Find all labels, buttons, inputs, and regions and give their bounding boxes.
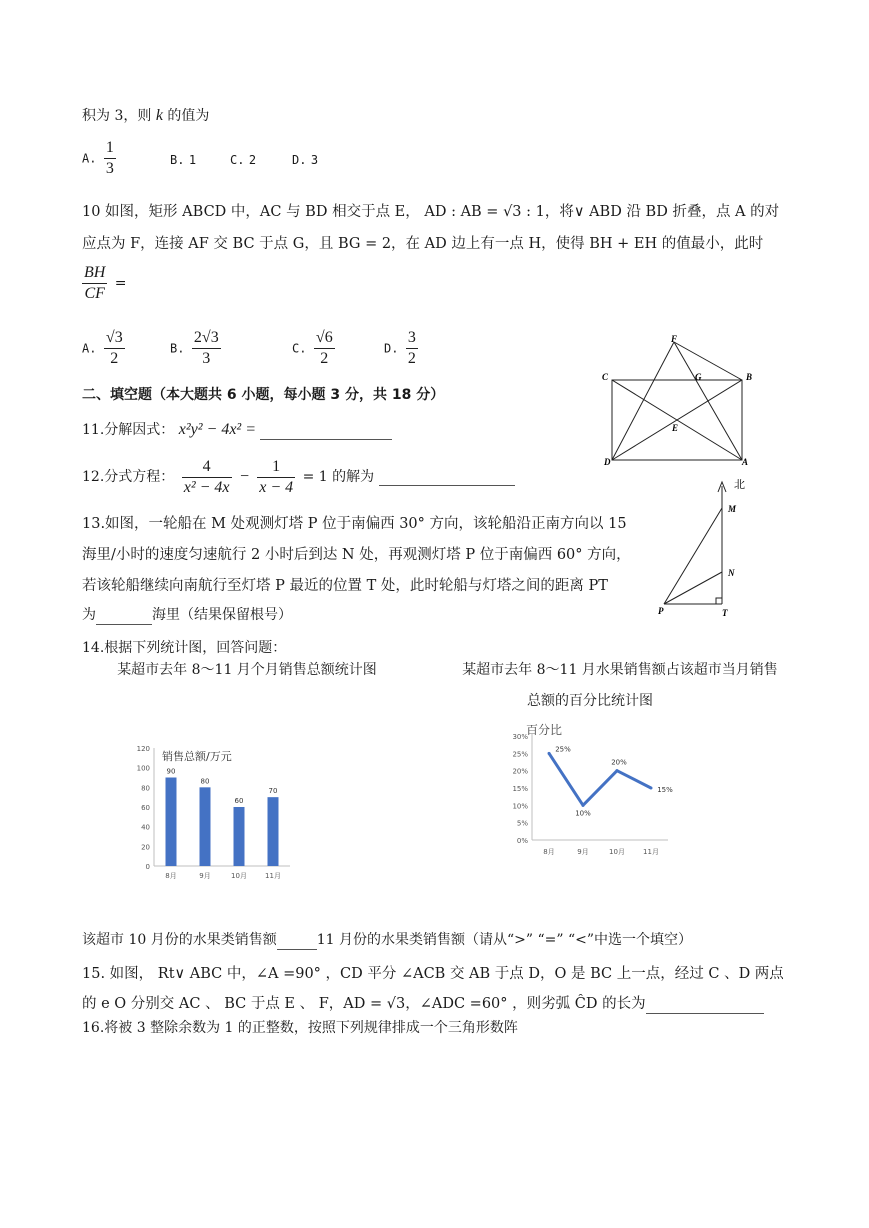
segment-fa bbox=[674, 342, 742, 460]
bar-10月 bbox=[234, 807, 245, 866]
q13-answer-blank[interactable] bbox=[96, 608, 152, 625]
option-text: 1 bbox=[188, 153, 197, 167]
label-b: B bbox=[746, 372, 753, 382]
q14-answer-suffix: 11 月份的水果类销售额（请从“>” “=” “<”中选一个填空） bbox=[316, 932, 693, 948]
frac-den: x² − 4x bbox=[183, 478, 230, 496]
label-e: E bbox=[672, 423, 679, 433]
q11-answer-blank[interactable] bbox=[260, 423, 392, 440]
frac-num: 4 bbox=[182, 457, 232, 478]
chart1-title: 某超市去年 8～11 月个月销售总额统计图 bbox=[117, 662, 377, 678]
line-point-8月 bbox=[548, 752, 551, 755]
q10-option-c bbox=[292, 328, 338, 369]
bar-category-label: 11月 bbox=[265, 872, 281, 880]
q12-answer-blank[interactable] bbox=[379, 469, 515, 486]
bar-ylabel: 销售总额/万元 bbox=[162, 750, 232, 763]
q10-rectangle-figure bbox=[596, 334, 766, 474]
q10-ratio bbox=[82, 263, 127, 304]
option-label: A. bbox=[82, 151, 97, 166]
frac-den: 2 bbox=[320, 350, 329, 367]
q13-line4 bbox=[82, 605, 292, 625]
q14-answer-prefix: 该超市 10 月份的水果类销售额 bbox=[82, 932, 277, 948]
label-d: D bbox=[604, 457, 611, 467]
line-ytick-label: 0% bbox=[516, 837, 528, 845]
q11-prefix: 11.分解因式： bbox=[82, 422, 175, 438]
q9-stem-suffix: 的值为 bbox=[167, 108, 210, 124]
q9-option-a-fraction bbox=[104, 138, 116, 179]
bar-ytick-label: 0 bbox=[145, 863, 150, 871]
bar-value-label: 80 bbox=[200, 777, 210, 786]
fruit-percent-line-chart bbox=[500, 720, 680, 870]
segment-mp bbox=[664, 508, 722, 604]
q12-fraction-1 bbox=[182, 457, 232, 498]
line-data-label: 15% bbox=[657, 786, 673, 794]
section-2-heading: 二、填空题（本大题共 6 小题，每小题 3 分，共 18 分） bbox=[82, 387, 445, 403]
frac-num: 2√3 bbox=[192, 328, 221, 349]
q9-stem bbox=[82, 106, 209, 126]
option-label: C. bbox=[230, 153, 245, 167]
option-label: D. bbox=[292, 153, 307, 167]
bar-marks bbox=[165, 768, 281, 881]
line-ytick-label: 20% bbox=[512, 767, 528, 776]
q10-option-d bbox=[384, 328, 421, 369]
bar-category-label: 9月 bbox=[199, 872, 211, 880]
q9-option-b bbox=[170, 152, 196, 168]
line-category-label: 10月 bbox=[609, 848, 625, 856]
line-ytick-label: 5% bbox=[516, 819, 528, 828]
bar-value-label: 70 bbox=[268, 787, 278, 796]
bar-ytick-label: 80 bbox=[141, 784, 150, 793]
option-fraction bbox=[314, 328, 335, 369]
label-t: T bbox=[722, 608, 728, 618]
bar-11月 bbox=[268, 797, 279, 866]
q12-rhs: = 1 的解为 bbox=[302, 469, 375, 485]
line-point-11月 bbox=[650, 787, 653, 790]
line-category-label: 9月 bbox=[577, 848, 589, 856]
line-ytick-label: 25% bbox=[512, 750, 528, 759]
label-n: N bbox=[728, 568, 735, 578]
q12-fraction-2 bbox=[257, 457, 295, 498]
option-fraction bbox=[406, 328, 418, 369]
bar-category-label: 8月 bbox=[165, 872, 177, 880]
q11 bbox=[82, 420, 392, 440]
frac-den: CF bbox=[84, 285, 105, 302]
line-data-label: 20% bbox=[611, 758, 627, 767]
frac-num: BH bbox=[82, 263, 107, 284]
option-fraction bbox=[104, 328, 125, 369]
label-m: M bbox=[728, 504, 737, 514]
q9-option-c bbox=[230, 152, 256, 168]
q10-equals: = bbox=[114, 275, 127, 292]
option-label: B. bbox=[170, 341, 185, 356]
chart2-title-line1: 某超市去年 8～11 月水果销售额占该超市当月销售 bbox=[462, 662, 778, 678]
line-point-9月 bbox=[582, 804, 585, 807]
frac-den: 3 bbox=[202, 350, 211, 367]
line-ytick-label: 10% bbox=[512, 802, 528, 811]
q11-expression: x²y² − 4x² = bbox=[178, 421, 257, 438]
q10-option-a bbox=[82, 328, 128, 369]
bar-yticks bbox=[137, 745, 150, 871]
q13-line2: 海里/小时的速度匀速航行 2 小时后到达 N 处，再观测灯塔 P 位于南偏西 60° 方向， bbox=[82, 547, 631, 563]
bar-ytick-label: 20 bbox=[141, 843, 150, 852]
q10-option-b bbox=[170, 328, 224, 369]
line-series bbox=[549, 753, 651, 805]
line-category-label: 11月 bbox=[643, 848, 659, 856]
label-c: C bbox=[602, 372, 609, 382]
q13-navigation-figure bbox=[650, 474, 760, 620]
north-label: 北 bbox=[734, 478, 745, 491]
bar-8月 bbox=[166, 778, 177, 867]
q15-line2 bbox=[82, 994, 764, 1014]
line-ytick-label: 15% bbox=[512, 785, 528, 793]
option-label: D. bbox=[384, 341, 399, 356]
frac-den: 2 bbox=[407, 350, 416, 367]
segment-np bbox=[664, 572, 722, 604]
line-yticks bbox=[512, 733, 528, 845]
frac-num: 1 bbox=[257, 457, 295, 478]
q13-line4-suffix: 海里（结果保留根号） bbox=[152, 607, 292, 623]
q14-answer bbox=[82, 930, 692, 950]
q15-line1: 15. 如图， Rt∨ ABC 中，∠A =90° ，CD 平分 ∠ACB 交 AB 于点 D，O 是 BC 上一点，经过 C 、D 两点 bbox=[82, 966, 784, 982]
label-g: G bbox=[695, 372, 702, 382]
option-fraction bbox=[192, 328, 221, 369]
option-text: 2 bbox=[248, 153, 257, 167]
q16-text: 16.将被 3 整除余数为 1 的正整数，按照下列规律排成一个三角形数阵 bbox=[82, 1020, 518, 1036]
q12 bbox=[82, 456, 515, 498]
bar-category-label: 10月 bbox=[231, 872, 247, 880]
label-a: A bbox=[742, 457, 749, 467]
q13-line3: 若该轮船继续向南航行至灯塔 P 最近的位置 T 处，此时轮船与灯塔之间的距离 PT bbox=[82, 578, 608, 594]
segment-fb bbox=[674, 342, 742, 380]
chart2-title-line2: 总额的百分比统计图 bbox=[527, 693, 653, 709]
line-marks bbox=[543, 745, 673, 856]
q14-answer-blank[interactable] bbox=[277, 933, 317, 950]
frac-num: 1 bbox=[104, 138, 116, 159]
frac-num: √3 bbox=[104, 328, 125, 349]
q10-ratio-fraction bbox=[82, 263, 107, 304]
q12-prefix: 12.分式方程： bbox=[82, 469, 175, 485]
q13-line4-prefix: 为 bbox=[82, 607, 96, 623]
option-text: 3 bbox=[310, 153, 319, 167]
label-f: F bbox=[671, 334, 678, 344]
line-data-label: 25% bbox=[555, 745, 571, 754]
q15-line2-prefix: 的 e O 分别交 AC 、 BC 于点 E 、 F，AD = √3，∠ADC =60° ，则劣弧 ĈD 的长为 bbox=[82, 996, 646, 1012]
q10-line1: 10 如图，矩形 ABCD 中，AC 与 BD 相交于点 E， AD : AB = √3 : 1，将∨ ABD 沿 BD 折叠，点 A 的对 bbox=[82, 204, 780, 220]
bar-ytick-label: 120 bbox=[136, 745, 150, 753]
q15-answer-blank[interactable] bbox=[646, 997, 764, 1014]
q13-line1: 13.如图，一轮船在 M 处观测灯塔 P 位于南偏西 30° 方向，该轮船沿正南方向以 15 bbox=[82, 516, 627, 532]
line-ytick-label: 30% bbox=[512, 733, 528, 741]
q9-option-d bbox=[292, 152, 318, 168]
q10-line2: 应点为 F，连接 AF 交 BC 于点 G，且 BG = 2，在 AD 边上有一点 H，使得 BH + EH 的值最小，此时 bbox=[82, 236, 764, 252]
right-angle-mark bbox=[716, 598, 722, 604]
q9-option-a bbox=[82, 138, 119, 179]
frac-den: 2 bbox=[110, 350, 119, 367]
line-data-label: 10% bbox=[575, 809, 591, 818]
bar-ytick-label: 40 bbox=[141, 823, 150, 832]
frac-num: 3 bbox=[406, 328, 418, 349]
q9-var: k bbox=[155, 107, 163, 124]
bar-value-label: 90 bbox=[166, 767, 176, 776]
q14-text: 14.根据下列统计图，回答问题： bbox=[82, 640, 287, 656]
segment-fd bbox=[612, 342, 674, 460]
frac-den: 3 bbox=[105, 160, 114, 177]
option-label: B. bbox=[170, 153, 185, 167]
frac-num: √6 bbox=[314, 328, 335, 349]
frac-den: x − 4 bbox=[259, 478, 294, 496]
sales-bar-chart bbox=[128, 738, 308, 888]
bar-9月 bbox=[200, 787, 211, 866]
q9-stem-prefix: 积为 3，则 bbox=[82, 108, 152, 124]
line-category-label: 8月 bbox=[543, 848, 555, 856]
bar-value-label: 60 bbox=[234, 797, 244, 805]
bar-ytick-label: 100 bbox=[136, 764, 150, 773]
bar-ytick-label: 60 bbox=[141, 804, 150, 812]
option-label: A. bbox=[82, 341, 97, 356]
line-point-10月 bbox=[616, 769, 619, 772]
option-label: C. bbox=[292, 341, 307, 356]
line-ylabel: 百分比 bbox=[526, 723, 563, 737]
q12-minus: − bbox=[238, 468, 250, 485]
label-p: P bbox=[658, 606, 664, 616]
